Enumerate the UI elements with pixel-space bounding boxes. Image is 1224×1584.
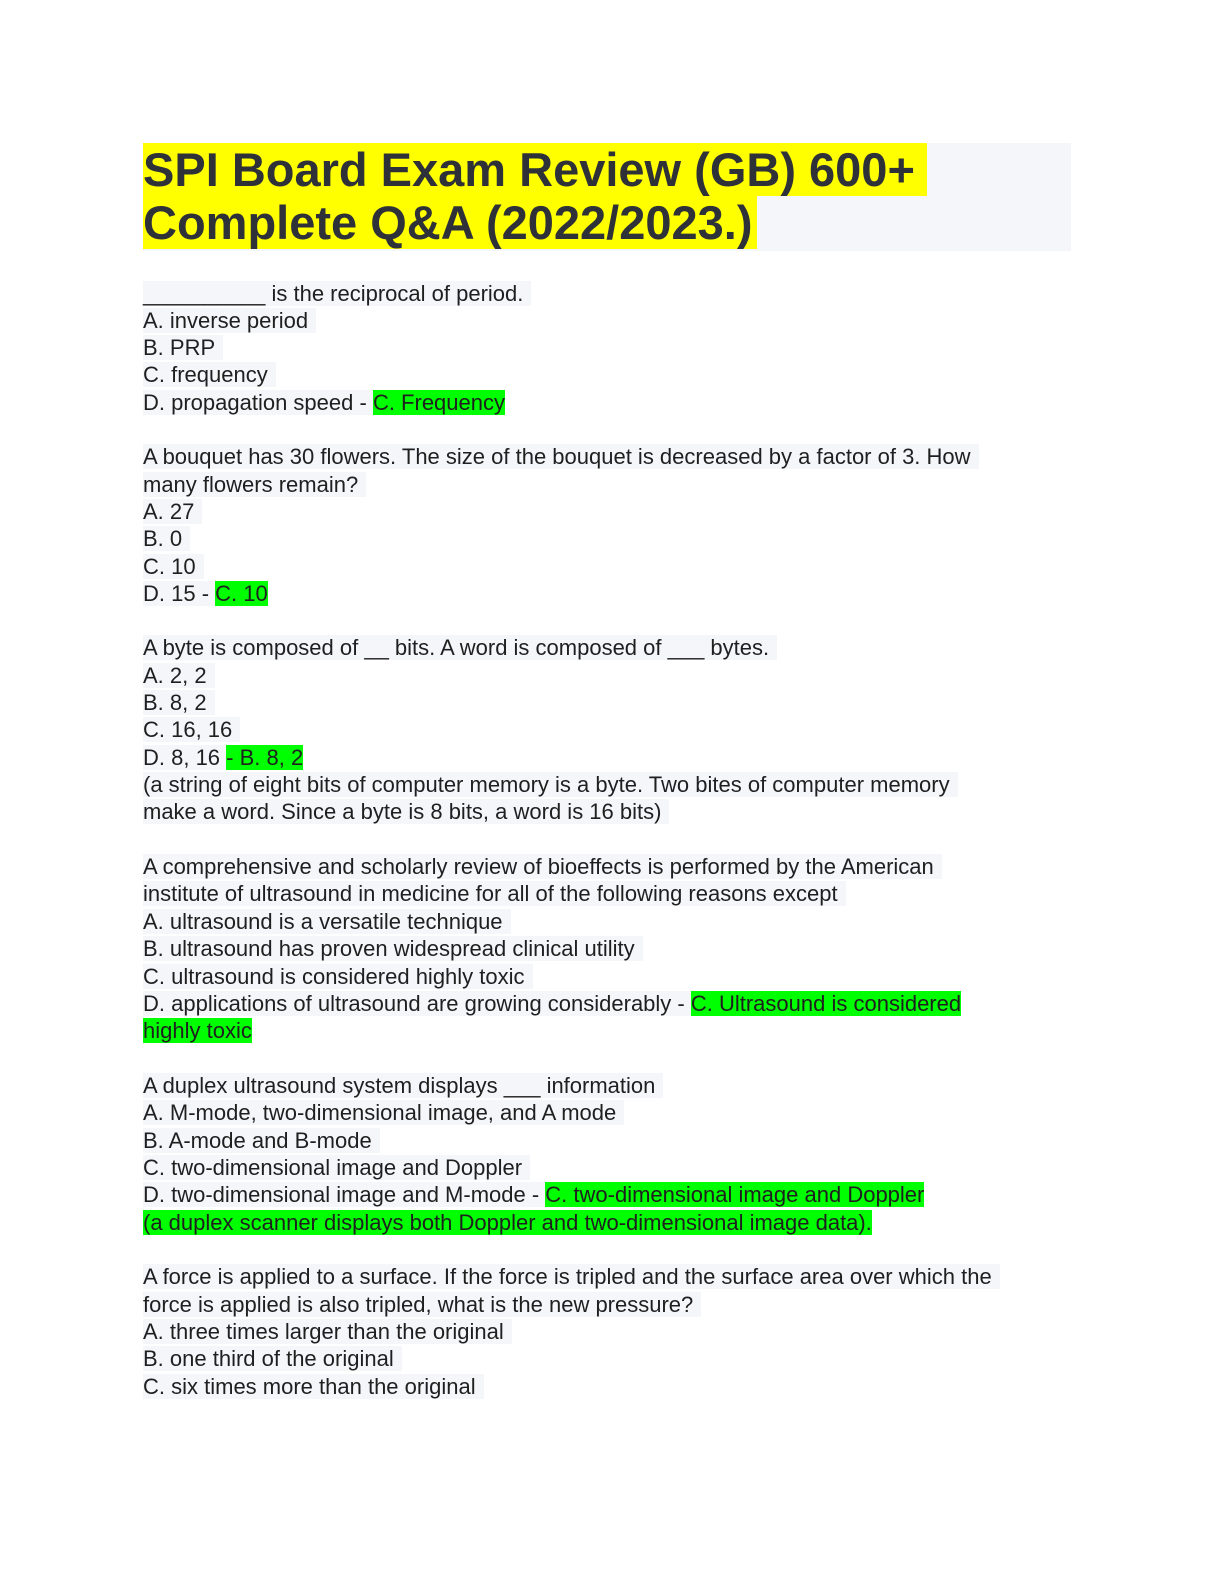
- question-2-stem: A bouquet has 30 flowers. The size of the bouquet is decreased by a factor of 3. How: [143, 443, 979, 470]
- question-5-option-b: B. A-mode and B-mode: [143, 1127, 380, 1154]
- question-3-option-c: C. 16, 16: [143, 716, 240, 743]
- question-4-option-b: B. ultrasound has proven widespread clinical utility: [143, 935, 643, 962]
- question-6-stem-cont: force is applied is also tripled, what is the new pressure?: [143, 1291, 701, 1318]
- question-2-option-b: B. 0: [143, 525, 190, 552]
- question-1-option-c: C. frequency: [143, 361, 276, 388]
- question-4-answer-cont: highly toxic: [143, 1018, 252, 1043]
- question-2-answer: C. 10: [215, 581, 268, 606]
- question-5-option-d: D. two-dimensional image and M-mode - C. two-dimensional image and Doppler: [143, 1182, 925, 1207]
- document-title: [143, 143, 1071, 251]
- question-2-option-d: D. 15 - C. 10: [143, 581, 268, 606]
- question-1-stem: __________ is the reciprocal of period.: [143, 280, 531, 307]
- question-4-answer: C. Ultrasound is considered: [690, 991, 962, 1016]
- question-2-option-a: A. 27: [143, 498, 202, 525]
- question-3-stem: A byte is composed of __ bits. A word is composed of ___ bytes.: [143, 634, 777, 661]
- question-3-option-a: A. 2, 2: [143, 662, 215, 689]
- question-4-stem-cont: institute of ultrasound in medicine for all of the following reasons except: [143, 880, 846, 907]
- question-2-option-c: C. 10: [143, 553, 204, 580]
- question-1-option-d: D. propagation speed - C. Frequency: [143, 390, 505, 415]
- question-6-option-c: C. six times more than the original: [143, 1373, 484, 1400]
- question-3-explanation-2: make a word. Since a byte is 8 bits, a word is 16 bits): [143, 798, 669, 825]
- question-4-option-d: D. applications of ultrasound are growing considerably - C. Ultrasound is considered: [143, 991, 962, 1016]
- question-1-answer: C. Frequency: [372, 390, 505, 415]
- question-4-stem: A comprehensive and scholarly review of bioeffects is performed by the American: [143, 853, 942, 880]
- question-3-answer: - B. 8, 2: [226, 745, 304, 770]
- question-3-explanation-1: (a string of eight bits of computer memory is a byte. Two bites of computer memory: [143, 771, 958, 798]
- question-5-stem: A duplex ultrasound system displays ___ information: [143, 1072, 663, 1099]
- question-6-stem: A force is applied to a surface. If the force is tripled and the surface area over which the: [143, 1263, 1000, 1290]
- question-1-option-b: B. PRP: [143, 334, 223, 361]
- question-3-option-d: D. 8, 16 - B. 8, 2: [143, 745, 304, 770]
- question-4-option-c: C. ultrasound is considered highly toxic: [143, 963, 533, 990]
- question-5-option-c: C. two-dimensional image and Doppler: [143, 1154, 530, 1181]
- question-6-option-a: A. three times larger than the original: [143, 1318, 512, 1345]
- question-5-answer: C. two-dimensional image and Doppler: [545, 1182, 925, 1207]
- question-6-option-b: B. one third of the original: [143, 1345, 402, 1372]
- question-4-option-a: A. ultrasound is a versatile technique: [143, 908, 511, 935]
- title-line-1: SPI Board Exam Review (GB) 600+: [143, 143, 927, 197]
- question-5-answer-cont: (a duplex scanner displays both Doppler and two-dimensional image data).: [143, 1210, 872, 1235]
- title-line-2: Complete Q&A (2022/2023.): [143, 196, 757, 250]
- question-3-option-b: B. 8, 2: [143, 689, 215, 716]
- question-5-option-a: A. M-mode, two-dimensional image, and A mode: [143, 1099, 624, 1126]
- question-1-option-a: A. inverse period: [143, 307, 316, 334]
- question-2-stem-cont: many flowers remain?: [143, 471, 366, 498]
